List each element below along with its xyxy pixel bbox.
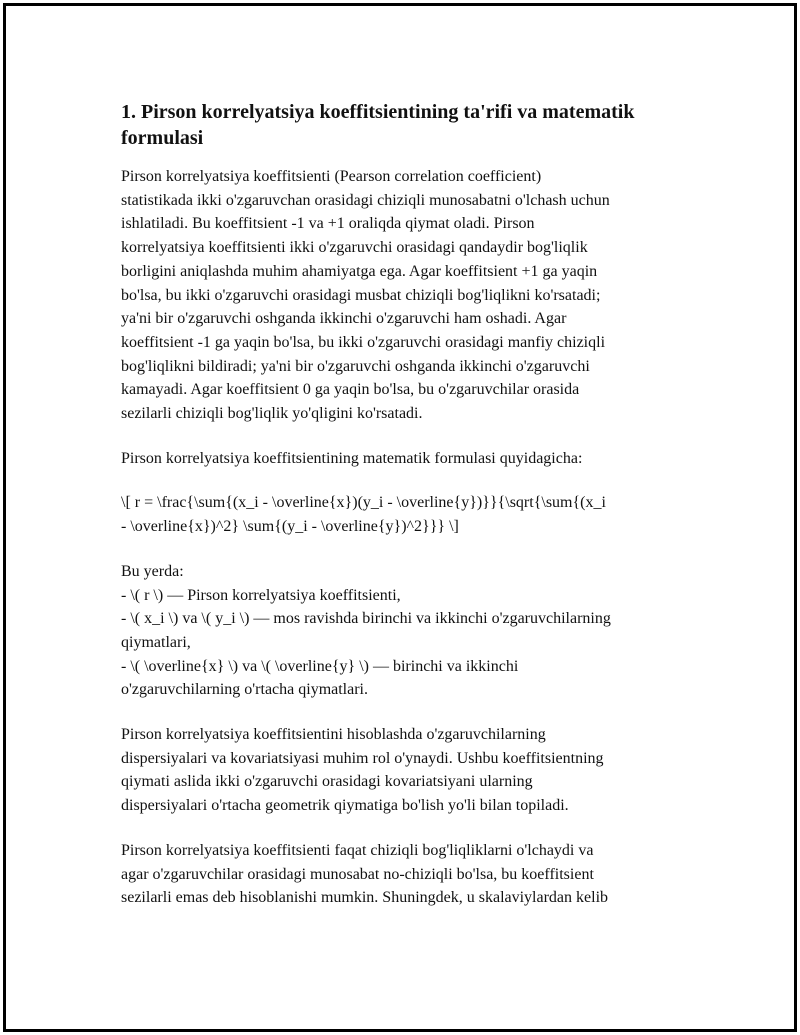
section-heading: 1. Pirson korrelyatsiya koeffitsientining ta'rifi va matematik formulasi [121,101,635,149]
limitations-paragraph: Pirson korrelyatsiya koeffitsienti faqat chiziqli bog'liqliklarni o'lchaydi va agar o'zgaruvchilar orasidagi munosabat no-chiziqli bo'lsa, bu koeffitsient sezilarli emas deb hisoblanishi mumkin. Shuningdek, u skalaviylardan kelib [121,841,609,907]
page-frame [3,3,797,1032]
covariance-paragraph: Pirson korrelyatsiya koeffitsientini hisoblashda o'zgaruvchilarning dispersiyalari va kovariatsiyasi muhim rol o'ynaydi. Ushbu koeffitsientning qiymati aslida ikki o'zgaruvchi orasidagi kovariatsiyani ularning dispersiyalari o'rtacha geometrik qiymatiga bo'lish yo'li bilan topiladi. [121,726,604,815]
formula-latex: \[ r = \frac{\sum{(x_i - \overline{x})(y_i - \overline{y})}}{\sqrt{\sum{(x_i - \overline{x})^2} \sum{(y_i - \overline{y})^2}}} \] [121,494,606,536]
definition-paragraph: Pirson korrelyatsiya koeffitsienti (Pearson correlation coefficient) statistikada ikki o'zgaruvchan orasidagi chiziqli munosabatni o'lchash uchun ishlatiladi. Bu koeffitsient -1 va +1 oraliqda qiymat oladi. Pirson korrelyatsiya koeffitsienti ikki o'zgaruvchi orasidagi qandaydir bog'liqlik borligini aniqlashda muhim ahamiyatga ega. Agar koeffitsient +1 ga yaqin bo'lsa, bu ikki o'zgaruvchi orasidagi musbat chiziqli bog'liqlikni ko'rsatadi; ya'ni bir o'zgaruvchi oshganda ikkinchi o'zgaruvchi ham oshadi. Agar koeffitsient -1 ga yaqin bo'lsa, bu ikki o'zgaruvchi orasidagi manfiy chiziqli bog'liqlikni bildiradi; ya'ni bir o'zgaruvchi oshganda ikkinchi o'zgaruvchi kamayadi. Agar koeffitsient 0 ga yaqin bo'lsa, bu o'zgaruvchilar orasida sezilarli chiziqli bog'liqlik yo'qligini ko'rsatadi. [121,168,610,423]
document-body [121,99,691,910]
formula-intro-paragraph: Pirson korrelyatsiya koeffitsientining matematik formulasi quyidagicha: [121,449,583,467]
variables-legend: Bu yerda: - \( r \) — Pirson korrelyatsiya koeffitsienti, - \( x_i \) va \( y_i \) — mos ravishda birinchi va ikkinchi o'zgaruvchilarning qiymatlari, - \( \overline{x} \) va \( \overline{y} \) — birinchi va ikkinchi o'zgaruvchilarning o'rtacha qiymatlari. [121,562,611,699]
